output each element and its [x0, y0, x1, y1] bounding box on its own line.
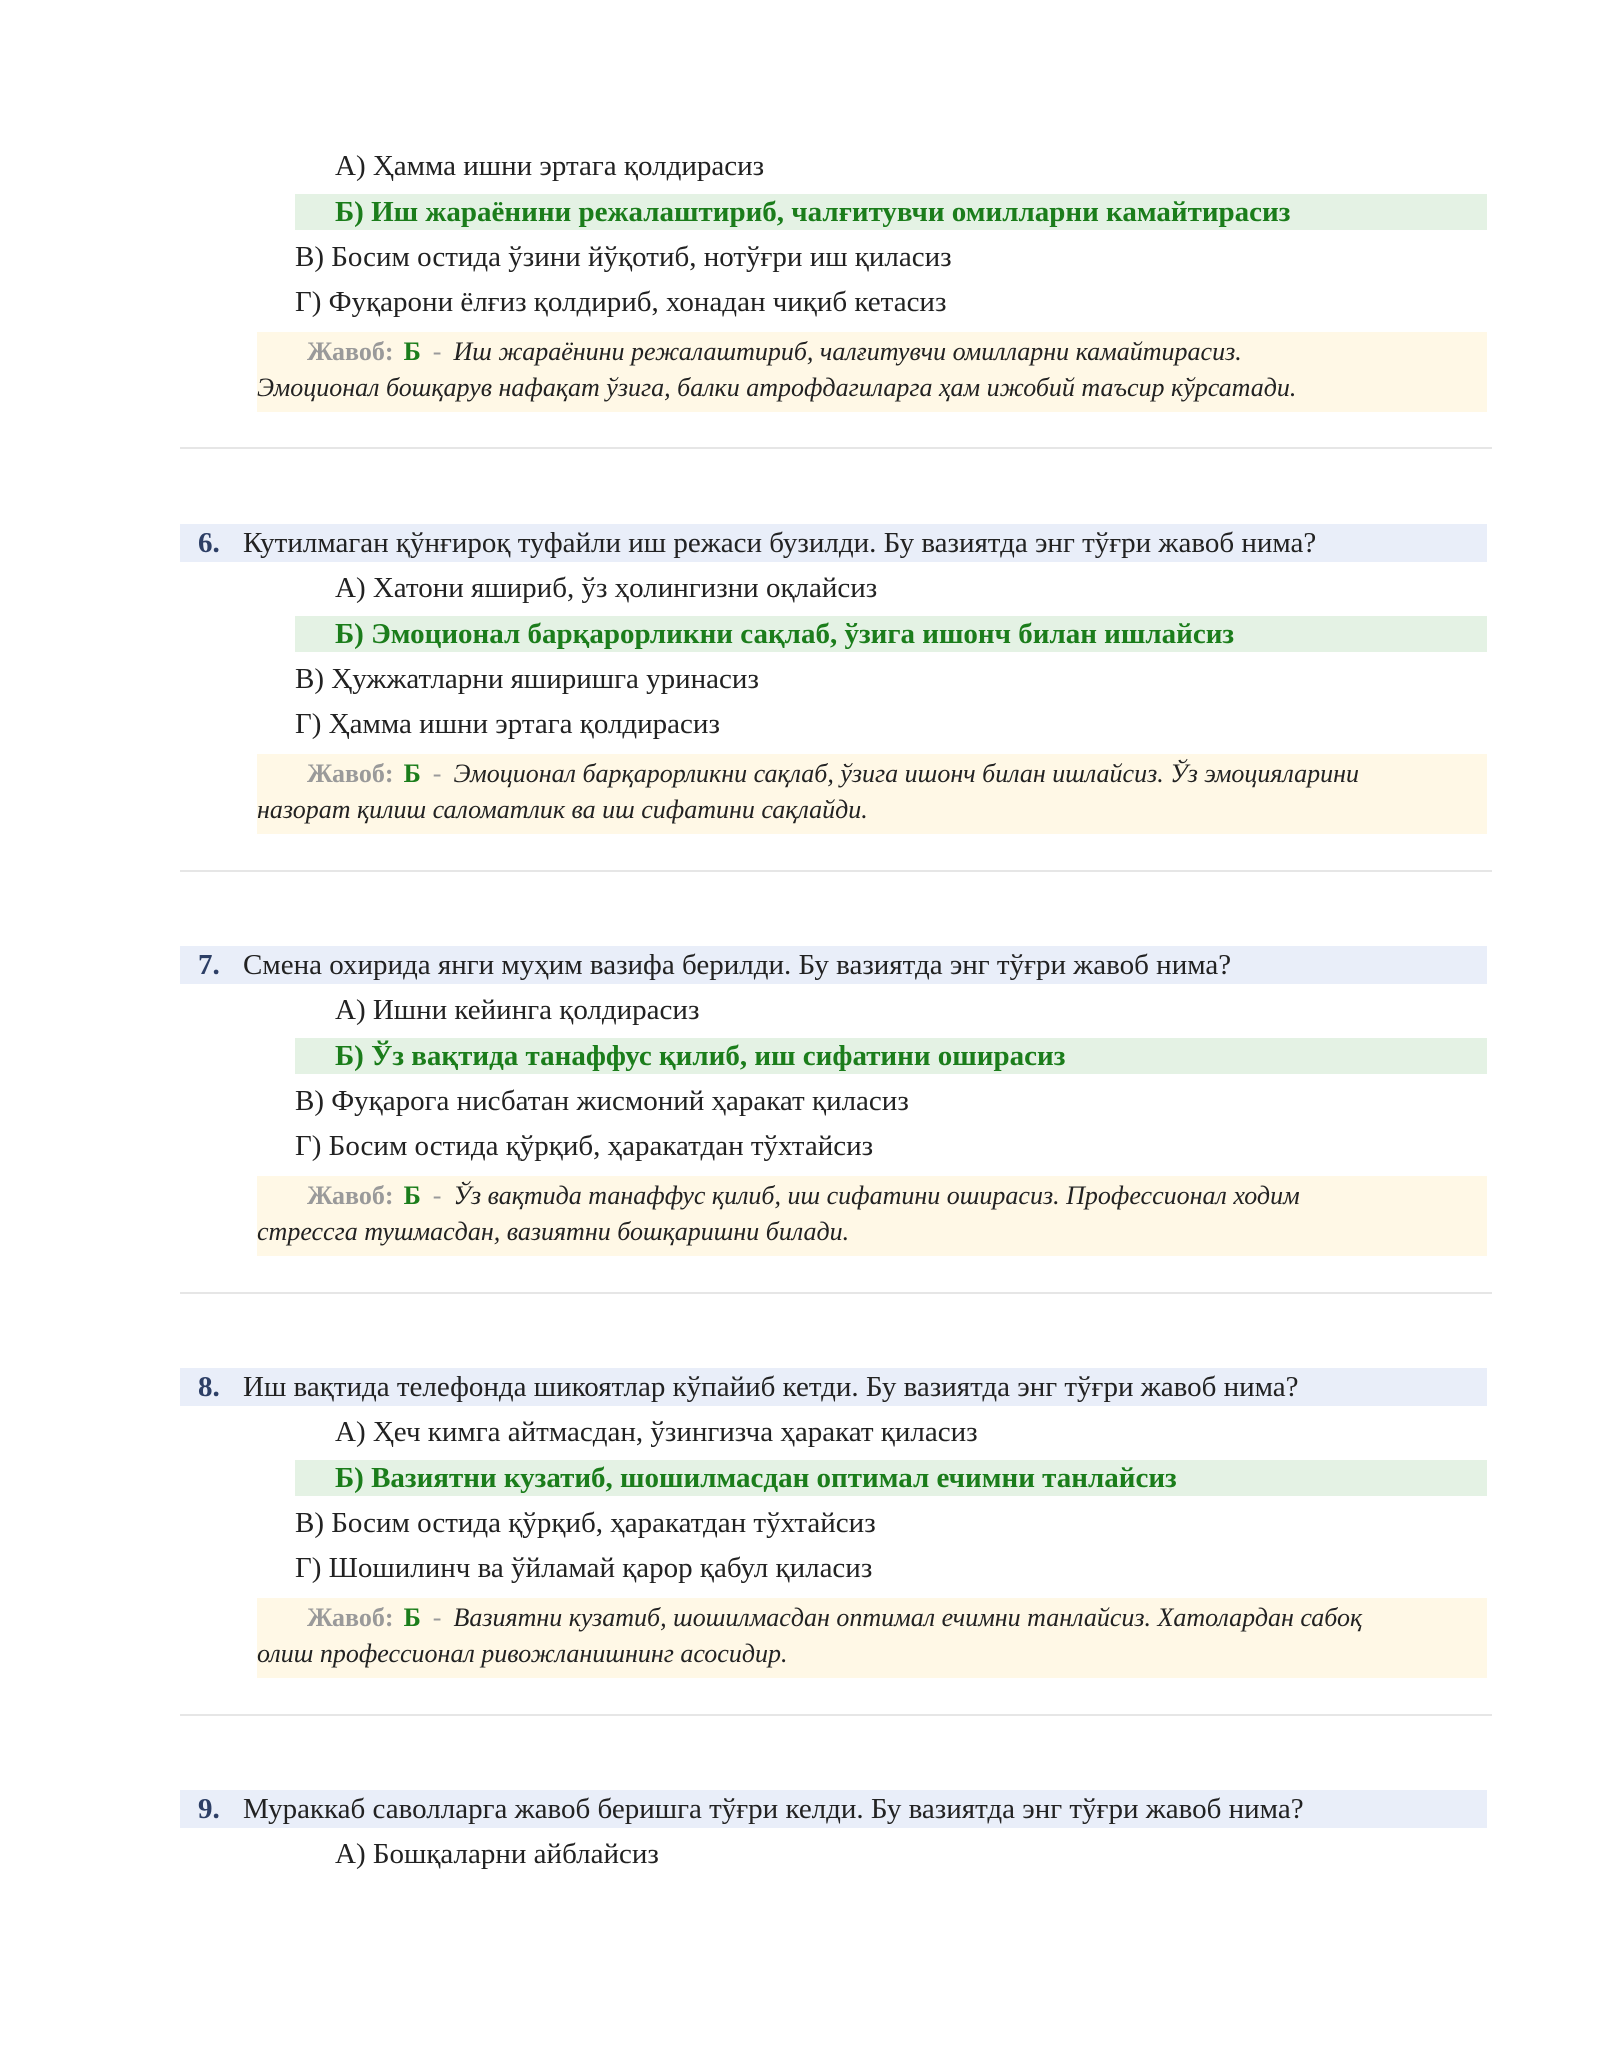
option-c: В) Фуқарога нисбатан жисмоний ҳаракат қиласиз: [295, 1085, 909, 1117]
answer-box: [257, 754, 1487, 834]
answer-explanation-line1: Вазиятни кузатиб, шошилмасдан оптимал ечимни танлайсиз. Хатолардан сабоқ: [453, 1603, 1363, 1632]
answer-letter: Б: [403, 1181, 421, 1210]
answer-explanation-line2: стрессга тушмасдан, вазиятни бошқаришни билади.: [257, 1217, 850, 1246]
answer-label: Жавоб:: [307, 1603, 394, 1632]
answer-dash: -: [432, 337, 442, 366]
answer-box: [257, 332, 1487, 412]
answer-letter: Б: [403, 1603, 421, 1632]
option-b-correct: Б) Иш жараёнини режалаштириб, чалғитувчи омилларни камайтирасиз: [295, 194, 1487, 230]
answer-box: [257, 1598, 1487, 1678]
option-a: А) Хатони яшириб, ўз ҳолингизни оқлайсиз: [335, 572, 878, 604]
option-a: А) Ҳеч кимга айтмасдан, ўзингизча ҳаракат қиласиз: [335, 1416, 978, 1448]
option-d: Г) Босим остида қўрқиб, ҳаракатдан тўхтайсиз: [295, 1130, 874, 1162]
question-number: 8.: [198, 1371, 220, 1403]
answer-label: Жавоб:: [307, 1181, 394, 1210]
option-a: А) Бошқаларни айблайсиз: [335, 1838, 659, 1870]
question-text: Иш вақтида телефонда шикоятлар кўпайиб кетди. Бу вазиятда энг тўғри жавоб нима?: [243, 1371, 1299, 1403]
option-c: В) Босим остида қўрқиб, ҳаракатдан тўхтайсиз: [295, 1507, 876, 1539]
option-b-correct: Б) Ўз вақтида танаффус қилиб, иш сифатини оширасиз: [295, 1038, 1487, 1074]
question-number: 9.: [198, 1793, 220, 1825]
option-b-correct: Б) Эмоционал барқарорликни сақлаб, ўзига ишонч билан ишлайсиз: [295, 616, 1487, 652]
option-d: Г) Шошилинч ва ўйламай қарор қабул қиласиз: [295, 1552, 873, 1584]
answer-letter: Б: [403, 759, 421, 788]
question-row: [180, 946, 1487, 984]
question-text: Смена охирида янги муҳим вазифа берилди. Бу вазиятда энг тўғри жавоб нима?: [243, 949, 1232, 981]
option-d: Г) Ҳамма ишни эртага қолдирасиз: [295, 708, 720, 740]
answer-box: [257, 1176, 1487, 1256]
answer-label: Жавоб:: [307, 337, 394, 366]
question-text: Мураккаб саволларга жавоб беришга тўғри келди. Бу вазиятда энг тўғри жавоб нима?: [243, 1793, 1304, 1825]
divider: [180, 1292, 1492, 1294]
question-row: [180, 524, 1487, 562]
question-row: [180, 1790, 1487, 1828]
option-c: В) Босим остида ўзини йўқотиб, нотўғри иш қиласиз: [295, 241, 952, 273]
option-a: А) Ишни кейинга қолдирасиз: [335, 994, 700, 1026]
question-number: 7.: [198, 949, 220, 981]
answer-dash: -: [432, 1603, 442, 1632]
answer-explanation-line2: Эмоционал бошқарув нафақат ўзига, балки атрофдагиларга ҳам ижобий таъсир кўрсатади.: [257, 373, 1297, 402]
answer-letter: Б: [403, 337, 421, 366]
answer-explanation-line1: Иш жараёнини режалаштириб, чалғитувчи омилларни камайтирасиз.: [453, 337, 1242, 366]
divider: [180, 870, 1492, 872]
option-b-correct: Б) Вазиятни кузатиб, шошилмасдан оптимал ечимни танлайсиз: [295, 1460, 1487, 1496]
divider: [180, 447, 1492, 449]
question-number: 6.: [198, 527, 220, 559]
option-d: Г) Фуқарони ёлғиз қолдириб, хонадан чиқиб кетасиз: [295, 286, 947, 318]
answer-explanation-line1: Ўз вақтида танаффус қилиб, иш сифатини оширасиз. Профессионал ходим: [453, 1181, 1300, 1210]
question-text: Кутилмаган қўнғироқ туфайли иш режаси бузилди. Бу вазиятда энг тўғри жавоб нима?: [243, 527, 1317, 559]
option-c: В) Ҳужжатларни яширишга уринасиз: [295, 663, 759, 695]
answer-explanation-line1: Эмоционал барқарорликни сақлаб, ўзига ишонч билан ишлайсиз. Ўз эмоцияларини: [453, 759, 1360, 788]
answer-explanation-line2: олиш профессионал ривожланишнинг асосидир.: [257, 1639, 788, 1668]
answer-label: Жавоб:: [307, 759, 394, 788]
answer-explanation-line2: назорат қилиш саломатлик ва иш сифатини сақлайди.: [257, 795, 868, 824]
divider: [180, 1714, 1492, 1716]
question-row: [180, 1368, 1487, 1406]
answer-dash: -: [432, 1181, 442, 1210]
answer-dash: -: [432, 759, 442, 788]
option-a: А) Ҳамма ишни эртага қолдирасиз: [335, 150, 765, 182]
